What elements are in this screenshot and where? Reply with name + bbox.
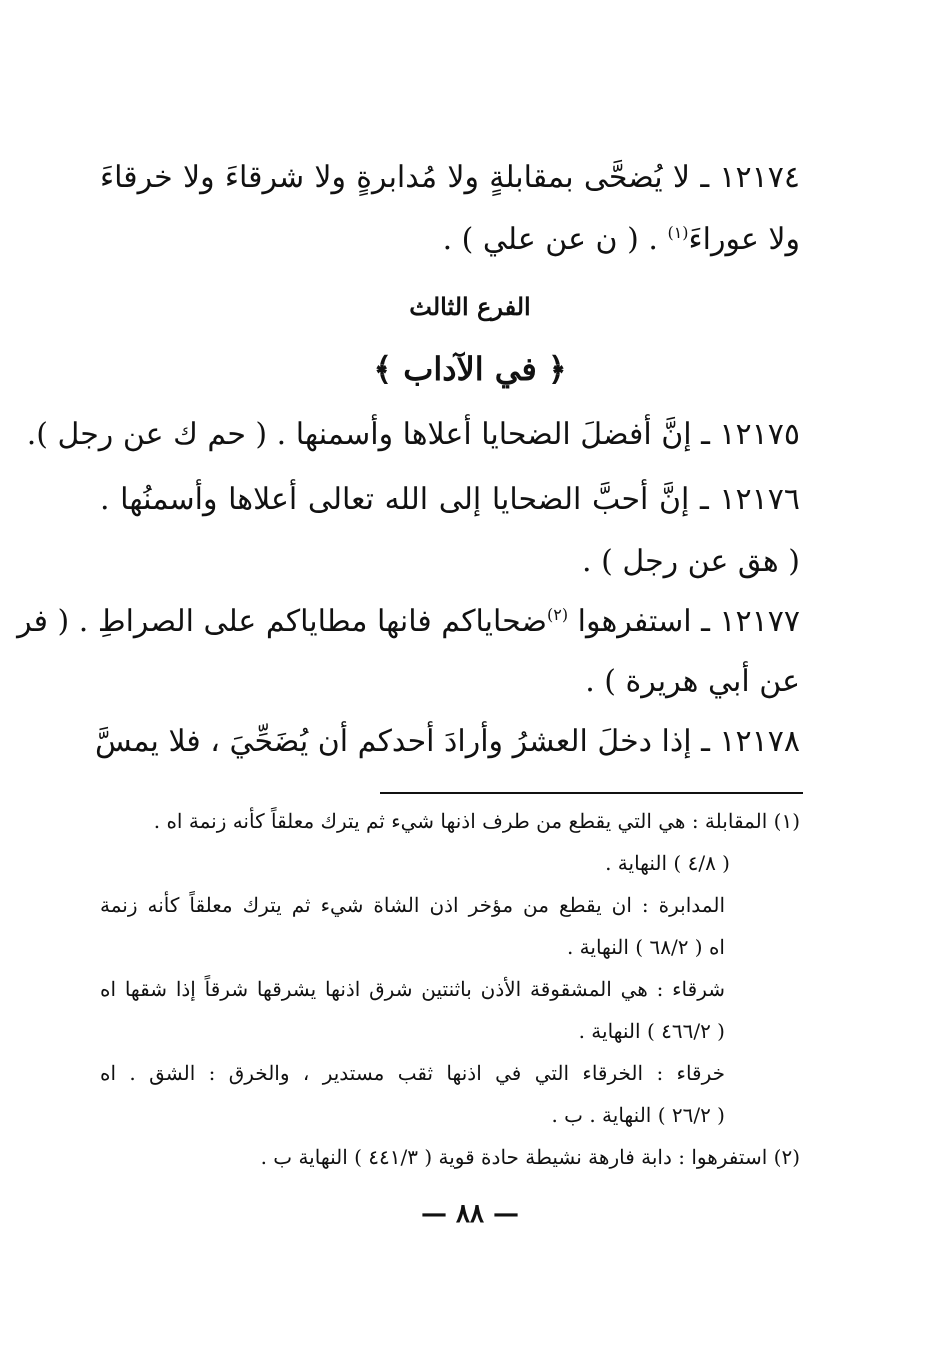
hadith-12176-line-2: ( هق عن رجل ) . xyxy=(582,544,800,579)
hadith-12177-end: ضحاياكم فانها مطاياكم على الصراطِ . ( فر xyxy=(17,604,547,639)
section-title: ﴿ في الآداب ﴾ xyxy=(373,350,567,388)
hadith-12175-line-1: ١٢١٧٥ ـ إنَّ أفضلَ الضحايا أعلاها وأسمنها . ( حم ك عن رجل ). xyxy=(26,417,800,452)
hadith-12176-line-1: ١٢١٧٦ ـ إنَّ أحبَّ الضحايا إلى الله تعالى أعلاها وأسمنُها . xyxy=(100,482,800,517)
hadith-12174-line-2 xyxy=(100,220,800,260)
hadith-12174-line-1: ١٢١٧٤ ـ لا يُضحَّى بمقابلةٍ ولا مُدابرةٍ ولا شرقاءَ ولا خرقاءَ xyxy=(100,160,800,195)
footnote-2-line-1: (٢) استفرهوا : دابة فارهة نشيطة حادة قوية ( ٤٤١/٣ ) النهاية ب . xyxy=(260,1145,800,1169)
footnote-1-line-4: اه ( ٦٨/٢ ) النهاية . xyxy=(566,935,725,959)
hadith-12178-line-1: ١٢١٧٨ ـ إذا دخلَ العشرُ وأرادَ أحدكم أن يُضَحِّيَ ، فلا يمسَّ xyxy=(94,724,800,759)
footnote-1-line-2: ( ٤/٨ ) النهاية . xyxy=(605,851,730,875)
footnote-marker-1: (١) xyxy=(667,223,689,242)
footnote-separator xyxy=(380,792,803,794)
footnote-1-line-3: المدابرة : ان يقطع من مؤخر اذن الشاة شيء ثم يترك معلقاً كأنه زنمة xyxy=(100,893,725,917)
footnote-1-line-5: شرقاء : هي المشقوقة الأذن باثنتين شرق اذنها يشرقها شرقاً إذا شقها اه xyxy=(100,977,725,1001)
hadith-12174-source: . ( ن عن علي ) . xyxy=(442,222,658,257)
section-branch-heading: الفرع الثالث xyxy=(409,292,531,321)
footnote-1-line-8: ( ٢٦/٢ ) النهاية . ب . xyxy=(551,1103,725,1127)
hadith-12177-line-1 xyxy=(17,602,800,642)
hadith-12177-line-2: عن أبي هريرة ) . xyxy=(585,664,800,699)
hadith-12177-start: ١٢١٧٧ ـ استفرهوا xyxy=(577,604,800,639)
page-number: — ٨٨ — xyxy=(420,1199,520,1229)
footnote-1-line-6: ( ٤٦٦/٢ ) النهاية . xyxy=(578,1019,725,1043)
footnote-marker-2: (٢) xyxy=(547,605,569,624)
footnote-1-line-7: خرقاء : الخرقاء التي في اذنها ثقب مستدير ، والخرق : الشق . اه xyxy=(100,1061,725,1085)
hadith-12174-text: ولا عوراءَ xyxy=(688,222,800,257)
footnote-1-line-1: (١) المقابلة : هي التي يقطع من طرف اذنها شيء ثم يترك معلقاً كأنه زنمة اه . xyxy=(153,809,800,833)
